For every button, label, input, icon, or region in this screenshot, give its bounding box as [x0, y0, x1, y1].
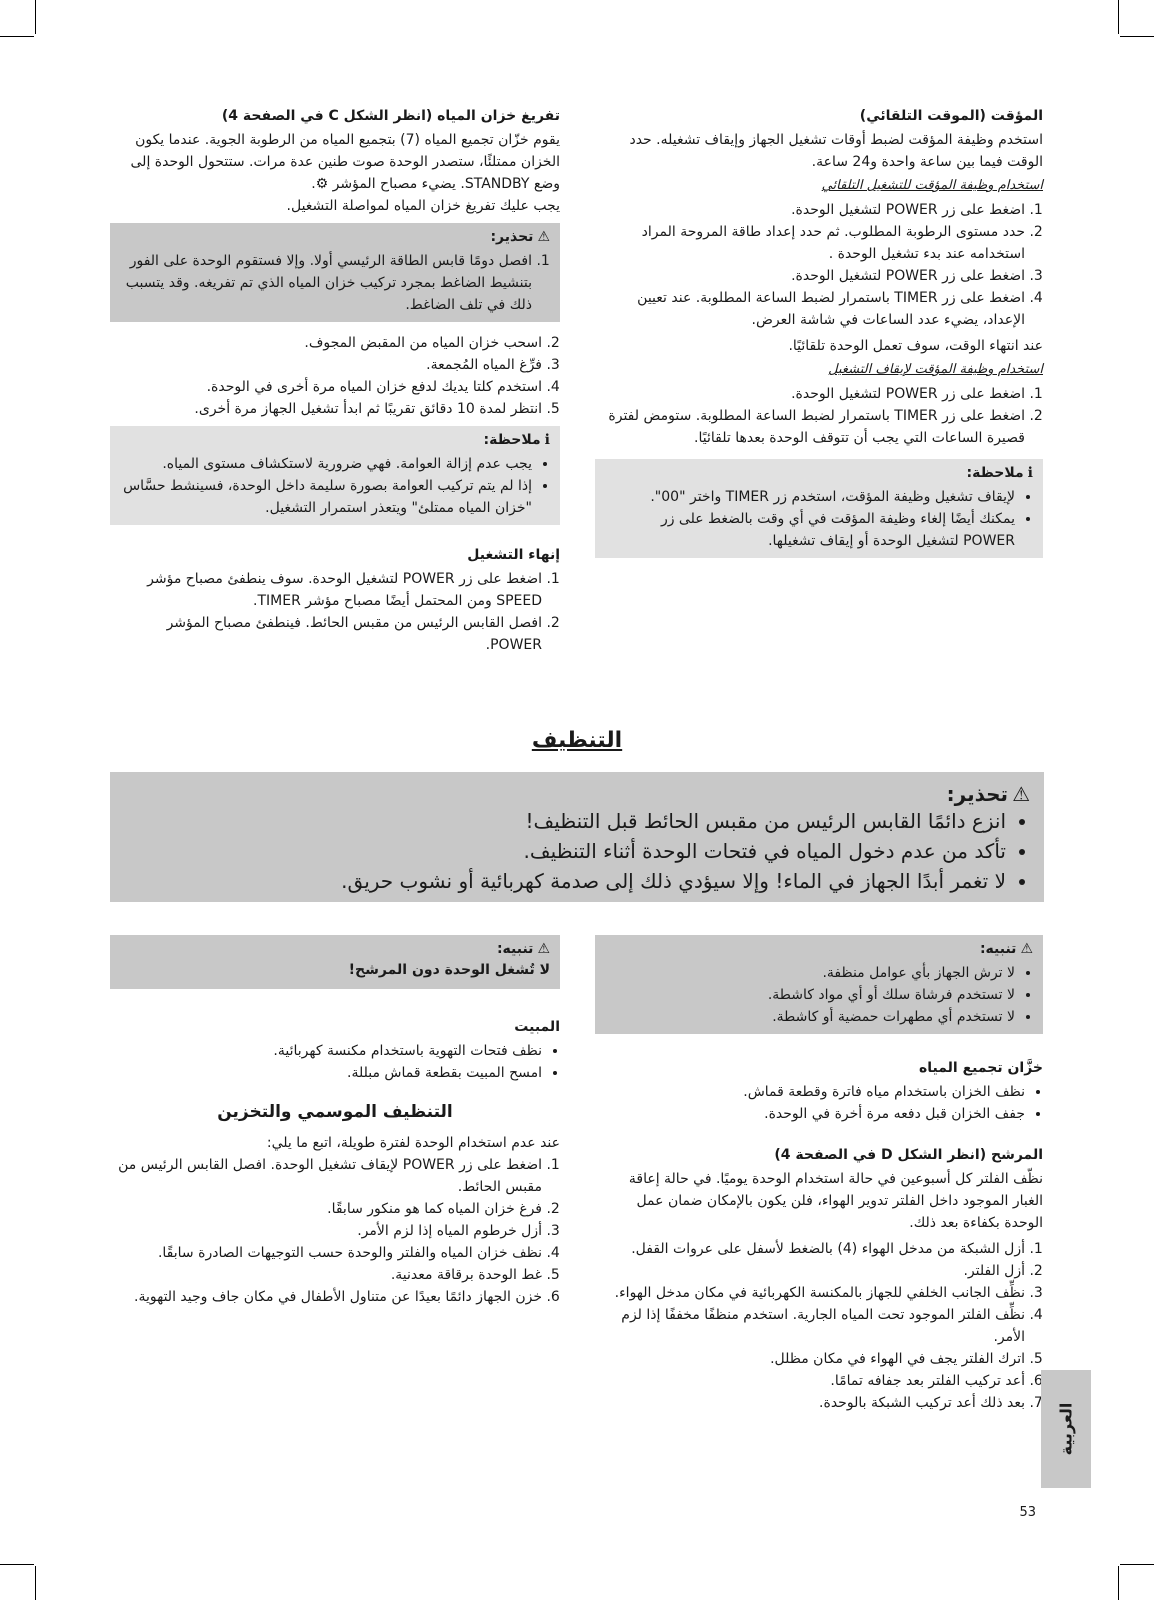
drain-steps: [110, 332, 560, 420]
cleaning-right-column: [595, 935, 1043, 1414]
end-op-title: إنهاء التشغيل: [467, 547, 560, 563]
crop-mark: [0, 1564, 34, 1565]
list-item: • يمكنك أيضًا إلغاء وظيفة المؤقت في أي وقت بالضغط على زر POWER لتشغيل الوحدة أو إيقاف تشغيلها.: [605, 508, 1015, 552]
list-item: 3. أزل خرطوم المياه إذا لزم الأمر.: [110, 1220, 542, 1242]
crop-mark: [1120, 36, 1154, 37]
info-icon: ℹ: [544, 432, 550, 448]
filter-intro: نظّف الفلتر كل أسبوعين في حالة استخدام الوحدة يوميًا. في حالة إعاقة الغبار الموجود داخل الفلتر تدوير الهواء، فلن يكون بالإمكان ضمان عمل الوحدة بكفاءة بعد ذلك.: [628, 1171, 1043, 1231]
caution-title: تنبيه:: [979, 941, 1017, 957]
list-item: 5. انتظر لمدة 10 دقائق تقريبًا ثم ابدأ تشغيل الجهاز مرة أخرى.: [110, 398, 542, 420]
list-item: • لإيقاف تشغيل وظيفة المؤقت، استخدم زر TIMER واختر "00".: [605, 486, 1015, 508]
drain-warning: [110, 223, 560, 322]
warning-list: [120, 250, 550, 316]
seasonal-title: التنظيف الموسمي والتخزين: [217, 1102, 453, 1122]
timer-intro: استخدم وظيفة المؤقت لضبط أوقات تشغيل الجهاز وإيقاف تشغيله. حدد الوقت فيما بين ساعة واحدة و24 ساعة.: [629, 132, 1043, 170]
language-tab: [1041, 1370, 1091, 1488]
cleaning-warning-list: [124, 806, 1030, 896]
note-title: ملاحظة:: [483, 432, 541, 448]
list-item: • نظف فتحات التهوية باستخدام مكنسة كهربائية.: [110, 1040, 542, 1062]
warning-icon: ⚠: [1012, 782, 1030, 806]
crop-mark: [35, 0, 36, 34]
list-item: • إذا لم يتم تركيب العوامة بصورة سليمة داخل الوحدة، فسينشط حسَّاس "خزان المياه ممتلئ" ويتعذر استمرار التشغيل.: [120, 475, 532, 519]
list-item: 2. حدد مستوى الرطوبة المطلوب. ثم حدد إعداد طاقة المروحة المراد استخدامه عند بدء تشغيل الوحدة .: [595, 221, 1025, 265]
filter-title: المرشح (انظر الشكل D في الصفحة 4): [774, 1147, 1043, 1163]
drain-must: يجب عليك تفريغ خزان المياه لمواصلة التشغيل.: [286, 198, 560, 214]
timer-note: [595, 459, 1043, 558]
crop-mark: [1118, 0, 1119, 34]
caution-text: لا تُشغل الوحدة دون المرشح!: [348, 962, 550, 978]
drain-intro: يقوم خزّان تجميع المياه (7) بتجميع المياه من الرطوبة الجوية. عندما يكون الخزان ممتلئًا، ستصدر الوحدة صوت طنين عدة مرات. ستتحول الوحدة إلى وضع STANDBY. يضيء مصباح المؤشر ⚙.: [130, 132, 560, 192]
drain-note: [110, 426, 560, 525]
crop-mark: [1118, 1566, 1119, 1600]
timer-on-after: عند انتهاء الوقت، سوف تعمل الوحدة تلقائيًا.: [788, 338, 1043, 354]
cleaning-left-column: [110, 935, 560, 1308]
list-item: • لا ترش الجهاز بأي عوامل منظفة.: [605, 962, 1015, 984]
list-item: • جفف الخزان قبل دفعه مرة أخرة في الوحدة.: [595, 1103, 1025, 1125]
list-item: 2. أزل الفلتر.: [595, 1260, 1025, 1282]
list-item: 4. اضغط على زر TIMER باستمرار لضبط الساعة المطلوبة. عند تعيين الإعداد، يضيء عدد الساعات في شاشة العرض.: [595, 287, 1025, 331]
list-item: 1. أزل الشبكة من مدخل الهواء (4) بالضغط لأسفل على عروات القفل.: [595, 1238, 1025, 1260]
page-number: 53: [1019, 1505, 1036, 1520]
caution-title: تنبيه:: [496, 941, 534, 957]
housing-list: [110, 1040, 560, 1084]
list-item: 3. فرِّغ المياه المُجمعة.: [110, 354, 542, 376]
list-item: • تأكد من عدم دخول المياه في فتحات الوحدة أثناء التنظيف.: [124, 836, 1006, 866]
list-item: 4. نظِّف الفلتر الموجود تحت المياه الجارية. استخدم منظفًا مخففًا إذا لزم الأمر.: [595, 1304, 1025, 1348]
timer-off-subtitle: استخدام وظيفة المؤقت لإيقاف التشغيل: [828, 362, 1043, 377]
seasonal-steps: [110, 1154, 560, 1308]
list-item: 3. نظِّف الجانب الخلفي للجهاز بالمكنسة الكهربائية في مكان مدخل الهواء.: [595, 1282, 1025, 1304]
list-item: 1. اضغط على زر POWER لإيقاف تشغيل الوحدة. افصل القابس الرئيس من مقبس الحائط.: [110, 1154, 542, 1198]
list-item: 3. اضغط على زر POWER لتشغيل الوحدة.: [595, 265, 1025, 287]
tank-list: [595, 1081, 1043, 1125]
drain-section: [110, 108, 560, 656]
language-tab-label: العربية: [1056, 1402, 1076, 1456]
list-item: 7. بعد ذلك أعد تركيب الشبكة بالوحدة.: [595, 1392, 1025, 1414]
list-item: 1. اضغط على زر POWER لتشغيل الوحدة. سوف ينطفئ مصباح مؤشر SPEED ومن المحتمل أيضًا مصباح مؤشر TIMER.: [110, 568, 542, 612]
warning-icon: ⚠: [1020, 941, 1033, 957]
list-item: 2. اسحب خزان المياه من المقبض المجوف.: [110, 332, 542, 354]
list-item: 4. استخدم كلتا يديك لدفع خزان المياه مرة أخرى في الوحدة.: [110, 376, 542, 398]
end-op-steps: [110, 568, 560, 656]
filter-steps: [595, 1238, 1043, 1414]
note-title: ملاحظة:: [966, 465, 1024, 481]
list-item: 5. اترك الفلتر يجف في الهواء في مكان مظلل.: [595, 1348, 1025, 1370]
list-item: • لا تغمر أبدًا الجهاز في الماء! وإلا سيؤدي ذلك إلى صدمة كهربائية أو نشوب حريق.: [124, 866, 1006, 896]
warning-title: تحذير:: [490, 229, 534, 245]
list-item: • لا تستخدم فرشاة سلك أو أي مواد كاشطة.: [605, 984, 1015, 1006]
caution-list: [605, 962, 1033, 1028]
caution-box: [595, 935, 1043, 1034]
timer-on-subtitle: استخدام وظيفة المؤقت للتشغيل التلقائي: [821, 178, 1043, 193]
info-icon: ℹ: [1027, 465, 1033, 481]
crop-mark: [0, 36, 34, 37]
list-item: • يجب عدم إزالة العوامة. فهي ضرورية لاستكشاف مستوى المياه.: [120, 453, 532, 475]
note-list: [120, 453, 550, 519]
timer-on-steps: [595, 199, 1043, 331]
list-item: 6. خزن الجهاز دائمًا بعيدًا عن متناول الأطفال في مكان جاف وجيد التهوية.: [110, 1286, 542, 1308]
crop-mark: [1120, 1564, 1154, 1565]
list-item: 6. أعد تركيب الفلتر بعد جفافه تمامًا.: [595, 1370, 1025, 1392]
list-item: • نظف الخزان باستخدام مياه فاترة وقطعة قماش.: [595, 1081, 1025, 1103]
warning-title: تحذير:: [946, 782, 1009, 806]
list-item: 5. غط الوحدة برقاقة معدنية.: [110, 1264, 542, 1286]
timer-off-steps: [595, 383, 1043, 449]
list-item: • انزع دائمًا القابس الرئيس من مقبس الحائط قبل التنظيف!: [124, 806, 1006, 836]
seasonal-intro: عند عدم استخدام الوحدة لفترة طويلة، اتبع ما يلي:: [266, 1135, 560, 1151]
cleaning-title: التنظيف: [531, 728, 623, 753]
list-item: 1. اضغط على زر POWER لتشغيل الوحدة.: [595, 199, 1025, 221]
warning-icon: ⚠: [537, 229, 550, 245]
timer-section: [595, 108, 1043, 558]
drain-title: تفريغ خزان المياه (انظر الشكل C في الصفحة 4): [221, 108, 560, 124]
timer-title: المؤقت (الموقت التلقائي): [859, 108, 1043, 124]
tank-title: خزَّان تجميع المياه: [919, 1060, 1043, 1076]
list-item: • امسح المبيت بقطعة قماش مبللة.: [110, 1062, 542, 1084]
caution-box: [110, 935, 560, 989]
list-item: 2. افصل القابس الرئيس من مقبس الحائط. فينطفئ مصباح المؤشر POWER.: [110, 612, 542, 656]
list-item: 1. افصل دومًا قابس الطاقة الرئيسي أولا. وإلا فستقوم الوحدة على الفور بتنشيط الضاغط بمجرد تركيب خزان المياه الذي تم تفريغه. وقد يتسبب ذلك في تلف الضاغط.: [120, 250, 532, 316]
housing-title: المبيت: [514, 1019, 560, 1035]
warning-icon: ⚠: [537, 941, 550, 957]
list-item: 1. اضغط على زر POWER لتشغيل الوحدة.: [595, 383, 1025, 405]
list-item: • لا تستخدم أي مطهرات حمضية أو كاشطة.: [605, 1006, 1015, 1028]
note-list: [605, 486, 1033, 552]
list-item: 4. نظف خزان المياه والفلتر والوحدة حسب التوجيهات الصادرة سابقًا.: [110, 1242, 542, 1264]
crop-mark: [35, 1566, 36, 1600]
list-item: 2. اضغط على زر TIMER باستمرار لضبط الساعة المطلوبة. ستومض لفترة قصيرة الساعات التي يجب أن تتوقف الوحدة بعدها تلقائيًا.: [595, 405, 1025, 449]
cleaning-warning: [110, 772, 1044, 902]
list-item: 2. فرغ خزان المياه كما هو منكور سابقًا.: [110, 1198, 542, 1220]
